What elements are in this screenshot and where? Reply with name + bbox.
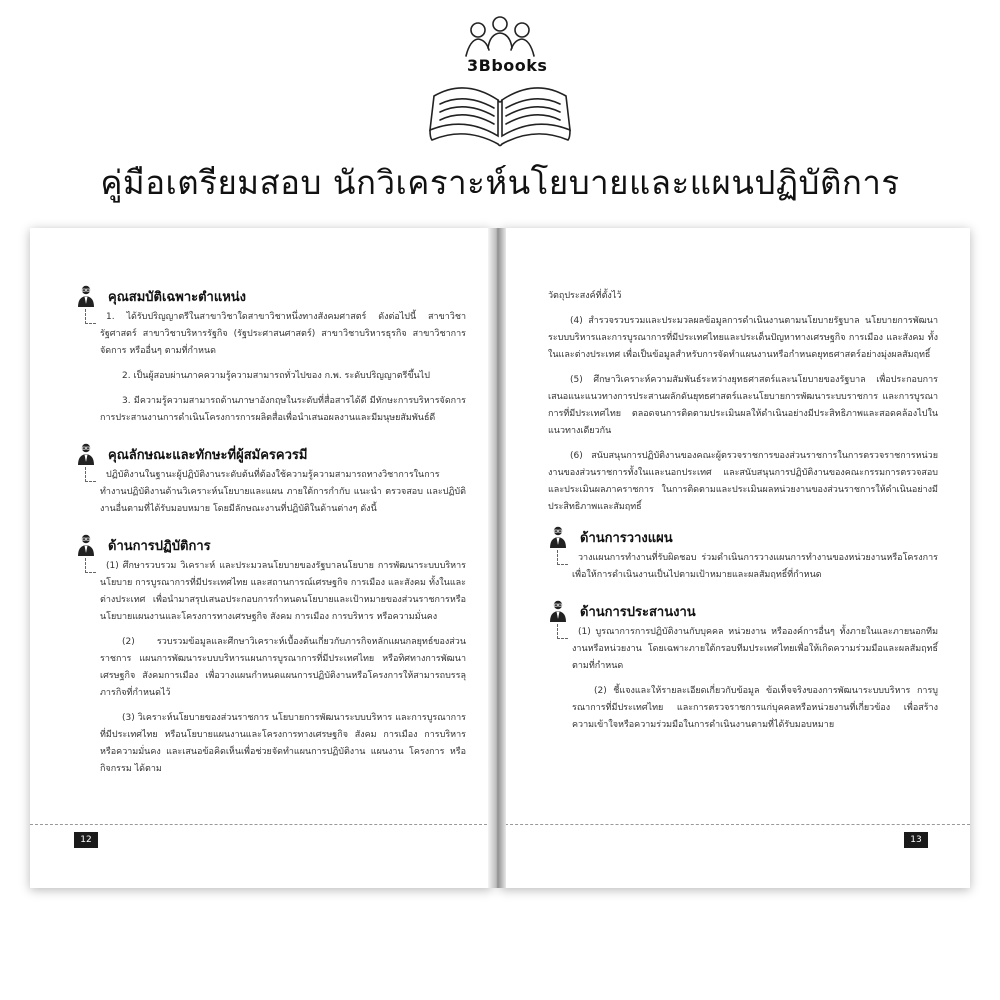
paragraph: 1. ได้รับปริญญาตรีในสาขาวิชาใดสาขาวิชาหนึ่งทางสังคมศาสตร์ ดังต่อไปนี้ สาขาวิชารัฐศาสตร์ สาขาวิชาบริหารรัฐกิจ (รัฐประศาสนศาสตร์) สาขาวิชาบริหารธุรกิจ สาขาวิชาการจัดการ หรืออื่นๆ ตามที่กำหนด (100, 312, 466, 356)
person-icon (76, 533, 96, 557)
paragraph: (1) บูรณาการการปฏิบัติงานกับบุคคล หน่วยงาน หรือองค์การอื่นๆ ทั้งภายในและภายนอกทีมงานหรือหน่วยงาน โดยเฉพาะภายใต้กรอบทีมประเทศไทยเพื่อให้เกิดความร่วมมือและผลสัมฤทธิ์ตามที่กำหนด (572, 627, 938, 671)
section-body (548, 624, 938, 734)
dashed-connector (85, 558, 96, 573)
section-title: คุณลักษณะและทักษะที่ผู้สมัครควรมี (108, 447, 308, 463)
section-title: คุณสมบัติเฉพาะตำแหน่ง (108, 289, 247, 305)
section-header (548, 598, 938, 624)
right-sections (548, 524, 938, 734)
section-header (76, 441, 466, 467)
person-icon (76, 284, 96, 308)
page-title: คู่มือเตรียมสอบ นักวิเคราะห์นโยบายและแผนปฏิบัติการ (100, 163, 900, 202)
section-body (548, 550, 938, 584)
paragraph: 3. มีความรู้ความสามารถด้านภาษาอังกฤษในระดับที่สื่อสารได้ดี มีทักษะการบริหารจัดการ การประสานงานการดำเนินโครงการการผลิตสื่อเพื่อนำเสนอผลงานและมีมนุษยสัมพันธ์ดี (100, 396, 466, 423)
person-icon (76, 442, 96, 466)
person-icon (548, 599, 568, 623)
right-page-content (548, 288, 938, 748)
section-title: ด้านการวางแผน (580, 530, 673, 546)
section-body (76, 467, 466, 518)
dashed-connector (557, 550, 568, 565)
page-number: 13 (904, 832, 928, 848)
section (76, 441, 466, 518)
section-header (76, 283, 466, 309)
footer-divider (30, 824, 492, 825)
open-book-icon (420, 8, 580, 153)
brand-logo (420, 8, 580, 153)
paragraph: วางแผนการทำงานที่รับผิดชอบ ร่วมดำเนินการวางแผนการทำงานของหน่วยงานหรือโครงการเพื่อให้การดำเนินงานเป็นไปตามเป้าหมายและผลสัมฤทธิ์ที่กำหนด (572, 553, 938, 580)
continued-text: วัตถุประสงค์ที่ตั้งไว้ (548, 291, 622, 301)
section-header (548, 524, 938, 550)
section-body (76, 309, 466, 427)
book-spread (30, 228, 972, 892)
paragraph: (2) ชี้แจงและให้รายละเอียดเกี่ยวกับข้อมูล ข้อเท็จจริงของการพัฒนาระบบบริหาร การบูรณาการที่มีประเทศไทย และการตรวจราชการแก่บุคคลหรือหน่วยงานที่เกี่ยวข้อง เพื่อสร้างความเข้าใจหรือความร่วมมือในการดำเนินงานตามที่ได้รับมอบหมาย (572, 686, 938, 730)
section (548, 524, 938, 584)
page-number: 12 (74, 832, 98, 848)
dashed-connector (557, 624, 568, 639)
section (76, 283, 466, 427)
section-title: ด้านการประสานงาน (580, 604, 696, 620)
paragraph: (2) รวบรวมข้อมูลและศึกษาวิเคราะห์เบื้องต้นเกี่ยวกับภารกิจหลักแผนกลยุทธ์ของส่วนราชการ แผนการพัฒนาระบบบริหารแผนการบูรณาการที่มีประเทศไทย หรือทิศทางการพัฒนาเศรษฐกิจ สังคมการเมือง เพื่อวางแผนกำหนดแผนการปฏิบัติงานหรือโครงการให้สามารถบรรลุภารกิจที่กำหนดไว้ (100, 637, 466, 698)
section-header (76, 532, 466, 558)
paragraph: 2. เป็นผู้สอบผ่านภาคความรู้ความสามารถทั่วไปของ ก.พ. ระดับปริญญาตรีขึ้นไป (122, 371, 430, 381)
dashed-connector (85, 467, 96, 482)
right-page (500, 228, 970, 888)
paragraph: (3) วิเคราะห์นโยบายของส่วนราชการ นโยบายการพัฒนาระบบบริหาร และการบูรณาการที่มีประเทศไทย หรือนโยบายแผนงานและโครงการทางเศรษฐกิจ สังคม การเมือง การบริหาร หรือความมั่นคง และเสนอข้อคิดเห็นเพื่อช่วยจัดทำแผนการปฏิบัติงาน แผนงาน โครงการ หรือกิจกรรม ได้ตาม (100, 713, 466, 774)
paragraph: (4) สำรวจรวบรวมและประมวลผลข้อมูลการดำเนินงานตามนโยบายรัฐบาล นโยบายการพัฒนาระบบบริหารและการบูรณาการที่มีประเทศไทยและประเด็นปัญหาทางเศรษฐกิจ การเมือง และสังคม ทั้งในและต่างประเทศ เพื่อเป็นข้อมูลสำหรับการจัดทำแผนงานหรือกำหนดยุทธศาสตร์อย่างมุ่งผลสัมฤทธิ์ (548, 316, 938, 360)
intro-paragraphs (548, 313, 938, 516)
book-gutter (488, 228, 506, 888)
paragraph: (6) สนับสนุนการปฏิบัติงานของคณะผู้ตรวจราชการของส่วนราชการในการตรวจราชการหน่วยงานของส่วนราชการทั้งในและนอกประเทศ และสนับสนุนการปฏิบัติงานของคณะกรรมการตรวจสอบและประเมินผลภาคราชการ ในการติดตามและประเมินผลหน่วยงานของส่วนราชการให้ดำเนินอย่างมีประสิทธิภาพและสัมฤทธิ์ (548, 451, 938, 512)
section (548, 598, 938, 734)
brand-name: 3Bbooks (467, 56, 548, 75)
paragraph: ปฏิบัติงานในฐานะผู้ปฏิบัติงานระดับต้นที่ต้องใช้ความรู้ความสามารถทางวิชาการในการทำงานปฏิบัติงานด้านวิเคราะห์นโยบายและแผน ภายใต้การกำกับ แนะนำ ตรวจสอบ และปฏิบัติงานอื่นตามที่ได้รับมอบหมาย โดยมีลักษณะงานที่ปฏิบัติในด้านต่างๆ ดังนี้ (100, 470, 466, 514)
dashed-connector (85, 309, 96, 324)
left-page (30, 228, 492, 888)
section-body (76, 558, 466, 778)
paragraph: (5) ศึกษาวิเคราะห์ความสัมพันธ์ระหว่างยุทธศาสตร์และนโยบายของรัฐบาล เพื่อประกอบการเสนอแนะแนวทางการประสานผลักดันยุทธศาสตร์และนโยบายการพัฒนาระบบราชการ และการบูรณาการที่มีประเทศไทย ตลอดจนการติดตามประเมินผลให้ดำเนินอย่างมีประสิทธิภาพและสอดคล้องไปในแนวทางเดียวกัน (548, 375, 938, 436)
section (76, 532, 466, 778)
paragraph: (1) ศึกษารวบรวม วิเคราะห์ และประมวลนโยบายของรัฐบาลนโยบาย การพัฒนาระบบบริหารนโยบาย การบูรณาการที่มีประเทศไทย และสถานการณ์เศรษฐกิจ การเมือง และสังคม ทั้งในและต่างประเทศ เพื่อนำมาสรุปเสนอประกอบการกำหนดนโยบายและเป้าหมายของส่วนราชการหรือนโยบายแผนงานและโครงการทางเศรษฐกิจ สังคม การเมือง การบริหาร หรือความมั่นคง (100, 561, 466, 622)
left-page-content (76, 283, 466, 792)
footer-divider (500, 824, 970, 825)
person-icon (548, 525, 568, 549)
section-title: ด้านการปฏิบัติการ (108, 538, 211, 554)
